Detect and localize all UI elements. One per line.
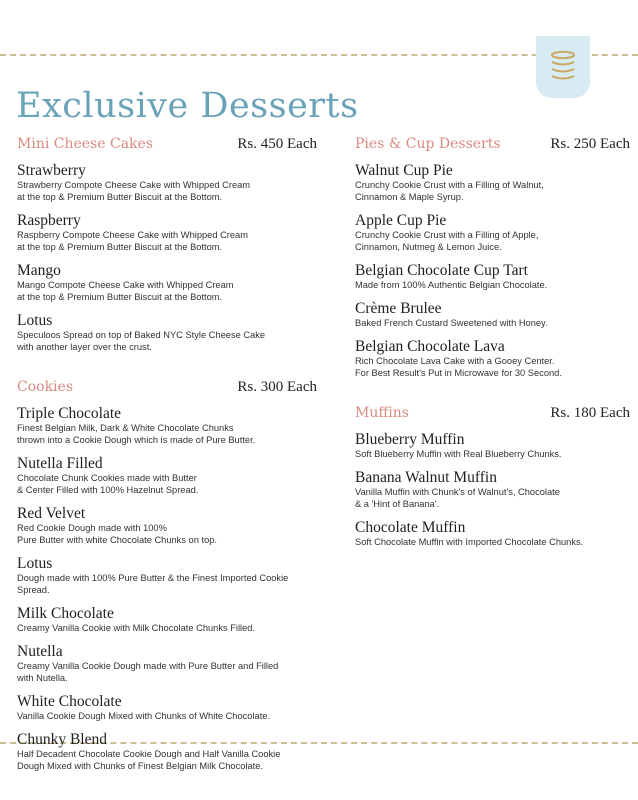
- menu-item: [17, 605, 317, 634]
- item-description: Raspberry Compote Cheese Cake with Whipped Cream at the top & Premium Butter Biscuit at the Bottom.: [17, 230, 248, 252]
- left-column: [17, 136, 317, 786]
- item-name: Banana Walnut Muffin: [355, 469, 497, 486]
- section-price: Rs. 180 Each: [550, 405, 630, 421]
- menu-item: [17, 162, 317, 203]
- menu-section-mini-cheese-cakes: [17, 136, 317, 353]
- item-name: Triple Chocolate: [17, 405, 122, 422]
- menu-item: [355, 162, 630, 203]
- menu-item: [17, 312, 317, 353]
- item-description: Creamy Vanilla Cookie with Milk Chocolate Chunks Filled.: [17, 623, 256, 633]
- item-name: Lotus: [17, 555, 53, 572]
- menu-item: [17, 731, 317, 772]
- item-name: Apple Cup Pie: [355, 212, 447, 229]
- menu-item: [17, 505, 317, 546]
- item-name: Belgian Chocolate Cup Tart: [355, 262, 528, 279]
- right-column: [355, 136, 630, 562]
- item-description: Crunchy Cookie Crust with a Filling of Apple, Cinnamon, Nutmeg & Lemon Juice.: [355, 230, 539, 252]
- cake-badge: [536, 36, 590, 98]
- section-price: Rs. 300 Each: [237, 379, 317, 395]
- item-name: Red Velvet: [17, 505, 86, 522]
- item-name: Raspberry: [17, 212, 81, 229]
- menu-item: [355, 469, 630, 510]
- item-description: Soft Blueberry Muffin with Real Blueberry Chunks.: [355, 449, 562, 459]
- section-price: Rs. 250 Each: [550, 136, 630, 152]
- section-header: [355, 405, 630, 422]
- item-name: Mango: [17, 262, 61, 279]
- item-description: Crunchy Cookie Crust with a Filling of Walnut, Cinnamon & Maple Syrup.: [355, 180, 544, 202]
- menu-item: [355, 262, 630, 291]
- item-description: Dough made with 100% Pure Butter & the Finest Imported Cookie Spread.: [17, 573, 289, 595]
- item-name: Nutella: [17, 643, 63, 660]
- section-title: Mini Cheese Cakes: [17, 136, 153, 152]
- menu-item: [17, 555, 317, 596]
- section-title: Muffins: [355, 405, 409, 421]
- item-name: Nutella Filled: [17, 455, 103, 472]
- item-name: Walnut Cup Pie: [355, 162, 453, 179]
- item-description: Vanilla Muffin with Chunk's of Walnut's, Chocolate & a 'Hint of Banana'.: [355, 487, 560, 509]
- menu-item: [17, 693, 317, 722]
- menu-section-muffins: [355, 405, 630, 548]
- menu-item: [17, 643, 317, 684]
- menu-item: [355, 519, 630, 548]
- item-name: Belgian Chocolate Lava: [355, 338, 505, 355]
- menu-item: [17, 405, 317, 446]
- item-description: Finest Belgian Milk, Dark & White Chocolate Chunks thrown into a Cookie Dough which is made of Pure Butter.: [17, 423, 256, 445]
- item-description: Vanilla Cookie Dough Mixed with Chunks of White Chocolate.: [17, 711, 271, 721]
- item-description: Baked French Custard Sweetened with Honey.: [355, 318, 548, 328]
- item-description: Mango Compote Cheese Cake with Whipped Cream at the top & Premium Butter Biscuit at the Bottom.: [17, 280, 234, 302]
- item-name: Chunky Blend: [17, 731, 107, 748]
- cake-stack-icon: [549, 50, 577, 84]
- item-description: Soft Chocolate Muffin with Imported Chocolate Chunks.: [355, 537, 584, 547]
- item-description: Made from 100% Authentic Belgian Chocolate.: [355, 280, 548, 290]
- section-header: [17, 379, 317, 396]
- page-title: Exclusive Desserts: [16, 86, 359, 126]
- section-header: [355, 136, 630, 153]
- section-header: [17, 136, 317, 153]
- item-name: Strawberry: [17, 162, 86, 179]
- item-description: Red Cookie Dough made with 100% Pure Butter with white Chocolate Chunks on top.: [17, 523, 217, 545]
- item-description: Chocolate Chunk Cookies made with Butter & Center Filled with 100% Hazelnut Spread.: [17, 473, 199, 495]
- menu-section-pies-cup-desserts: [355, 136, 630, 379]
- item-name: Milk Chocolate: [17, 605, 114, 622]
- section-price: Rs. 450 Each: [237, 136, 317, 152]
- item-name: Crème Brulee: [355, 300, 442, 317]
- menu-item: [355, 212, 630, 253]
- menu-item: [17, 262, 317, 303]
- menu-section-cookies: [17, 379, 317, 772]
- menu-item: [355, 338, 630, 379]
- item-description: Strawberry Compote Cheese Cake with Whipped Cream at the top & Premium Butter Biscuit at the Bottom.: [17, 180, 251, 202]
- section-title: Cookies: [17, 379, 73, 395]
- menu-item: [355, 300, 630, 329]
- item-description: Creamy Vanilla Cookie Dough made with Pure Butter and Filled with Nutella.: [17, 661, 279, 683]
- menu-item: [355, 431, 630, 460]
- item-description: Half Decadent Chocolate Cookie Dough and Half Vanilla Cookie Dough Mixed with Chunks of Finest Belgian Milk Chocolate.: [17, 749, 281, 771]
- menu-item: [17, 455, 317, 496]
- item-description: Rich Chocolate Lava Cake with a Gooey Center. For Best Result's Put in Microwave for 30 Second.: [355, 356, 562, 378]
- item-name: White Chocolate: [17, 693, 122, 710]
- section-title: Pies & Cup Desserts: [355, 136, 501, 152]
- item-name: Chocolate Muffin: [355, 519, 466, 536]
- item-name: Lotus: [17, 312, 53, 329]
- menu-item: [17, 212, 317, 253]
- item-description: Speculoos Spread on top of Baked NYC Style Cheese Cake with another layer over the crust.: [17, 330, 266, 352]
- item-name: Blueberry Muffin: [355, 431, 465, 448]
